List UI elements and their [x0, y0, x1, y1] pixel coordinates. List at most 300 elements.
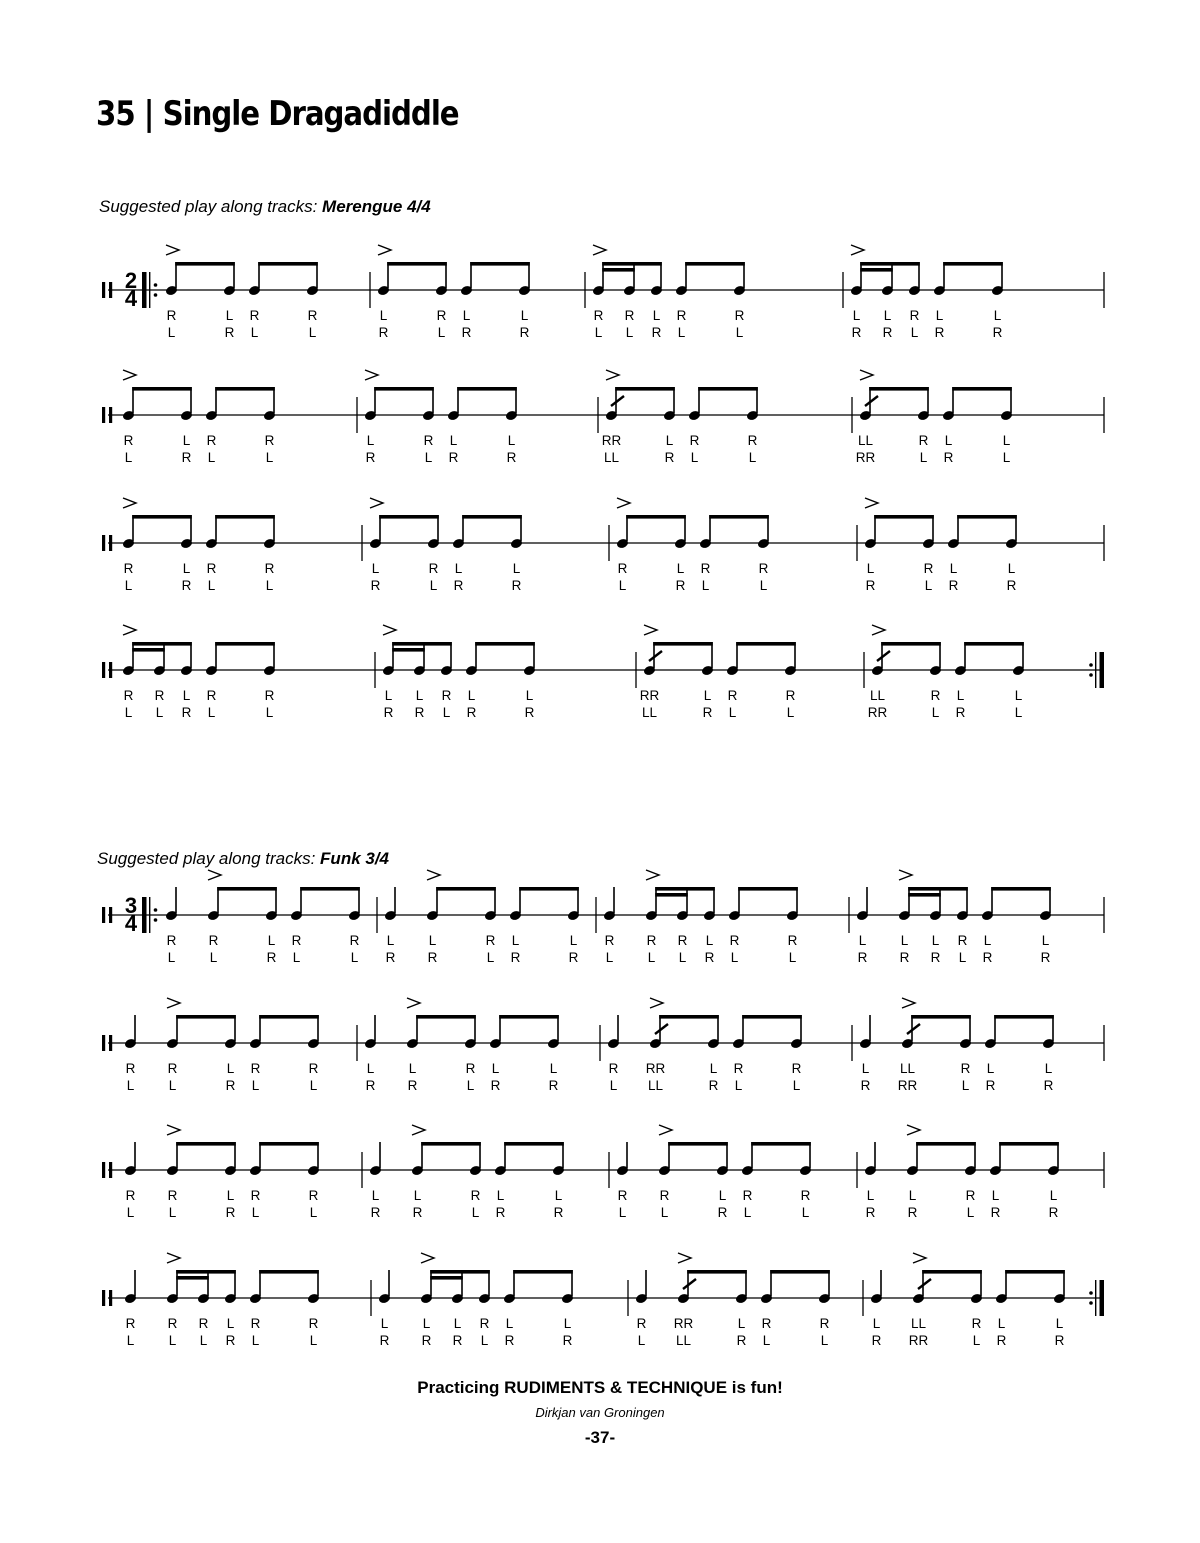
sticking-label-top: L [569, 933, 578, 948]
beat-group [868, 625, 942, 720]
repeat-start-barline [149, 897, 150, 933]
sticking-label-bottom: L [486, 950, 495, 965]
sticking-label-top: L [462, 308, 471, 323]
beat-group [460, 262, 531, 340]
sticking-label-top: L [705, 933, 714, 948]
beat-group [122, 498, 193, 593]
sticking-label-bottom: L [424, 450, 433, 465]
staff-row [102, 870, 1104, 965]
sticking-label-bottom: L [618, 578, 627, 593]
sticking-label-bottom: L [124, 578, 133, 593]
sticking-label-top: R [154, 688, 165, 703]
sticking-label-top: L [467, 688, 476, 703]
sticking-label-bottom: R [717, 1205, 728, 1220]
eighth-beam [1005, 1270, 1065, 1274]
beat-group [688, 387, 759, 465]
eighth-beam [668, 1142, 728, 1146]
sticking-label-bottom: R [510, 950, 521, 965]
accent-mark [123, 370, 136, 380]
sticking-label-top: L [986, 1061, 995, 1076]
sticking-label-bottom: L [308, 325, 317, 340]
percussion-clef [109, 1162, 112, 1178]
beat-group [602, 370, 676, 465]
sticking-label-bottom: L [609, 1078, 618, 1093]
staff-row [102, 1125, 1104, 1220]
eighth-beam [436, 887, 496, 891]
sticking-label-top: R [465, 1061, 476, 1076]
sticking-label-top: R [166, 308, 177, 323]
sticking-label-top: R [733, 1061, 744, 1076]
eighth-beam [176, 1142, 236, 1146]
eighth-beam [421, 1142, 481, 1146]
accent-mark [407, 998, 420, 1008]
eighth-beam [687, 1270, 747, 1274]
beat-group [406, 998, 477, 1093]
eighth-beam [874, 515, 934, 519]
sticking-label-bottom: L [966, 1205, 975, 1220]
sticking-label-bottom: R [1043, 1078, 1054, 1093]
sticking-label-bottom: L [251, 1205, 260, 1220]
sticking-label-top: R [677, 933, 688, 948]
sticking-label-top: R [250, 1061, 261, 1076]
staff-row [102, 498, 1104, 593]
measure [377, 870, 580, 965]
sticking-label-top: R [742, 1188, 753, 1203]
sticking-label-top: L [665, 433, 674, 448]
sticking-label-bottom: R [708, 1078, 719, 1093]
sticking-label-top: L [549, 1061, 558, 1076]
beat-group [658, 1125, 729, 1220]
beat-group [981, 887, 1052, 965]
sticking-label-bottom: R [943, 450, 954, 465]
sticking-label-bottom: L [168, 1205, 177, 1220]
sticking-label-top: L [956, 688, 965, 703]
sticking-label-bottom: R [860, 1078, 871, 1093]
sticking-label-bottom: R [553, 1205, 564, 1220]
accent-mark [865, 498, 878, 508]
beat-group [465, 642, 536, 720]
sticking-label-bottom: R [851, 325, 862, 340]
sticking-label-top: LL [899, 1061, 916, 1076]
beat-group [933, 262, 1004, 340]
sticking-label-bottom: L [701, 578, 710, 593]
eighth-beam [742, 1015, 802, 1019]
time-signature-bottom: 4 [124, 286, 138, 311]
sticking-label-top: L [384, 688, 393, 703]
drag-slash [907, 1024, 920, 1034]
sticking-label-top: L [415, 688, 424, 703]
sticking-label-bottom: L [309, 1078, 318, 1093]
accent-mark [659, 1125, 672, 1135]
eighth-beam [499, 1015, 559, 1019]
repeat-dot [1089, 1291, 1093, 1295]
sticking-label-top: L [1041, 933, 1050, 948]
sticking-label-bottom: L [677, 325, 686, 340]
percussion-clef [109, 662, 112, 678]
eighth-beam [653, 642, 713, 646]
eighth-beam [770, 1270, 830, 1274]
sticking-label-top: R [307, 308, 318, 323]
beat-group [607, 1015, 620, 1093]
sticking-label-top: L [182, 433, 191, 448]
percussion-clef [102, 1035, 105, 1051]
beat-group [124, 1142, 137, 1220]
sticking-label-top: R [485, 933, 496, 948]
sticking-label-bottom: L [250, 325, 259, 340]
eighth-beam [457, 387, 517, 391]
sticking-label-bottom: L [786, 705, 795, 720]
sticking-label-bottom: LL [603, 450, 620, 465]
sticking-label-top: R [264, 688, 275, 703]
sticking-label-bottom: L [350, 950, 359, 965]
eighth-beam [259, 1270, 319, 1274]
beat-group [382, 625, 453, 720]
measure [165, 245, 319, 340]
repeat-dot [154, 908, 158, 912]
repeat-dot [154, 293, 158, 297]
sticking-label-top: R [436, 308, 447, 323]
sixteenth-beam [132, 648, 165, 652]
beat-group [369, 498, 440, 593]
sticking-label-bottom: L [678, 950, 687, 965]
sticking-label-top: L [997, 1316, 1006, 1331]
sticking-label-bottom: R [414, 705, 425, 720]
sticking-label-top: R [617, 561, 628, 576]
eighth-beam [999, 1142, 1059, 1146]
accent-mark [166, 245, 179, 255]
beat-group [616, 498, 687, 593]
measure [863, 1253, 1066, 1348]
sticking-label-top: R [441, 688, 452, 703]
beat-group [906, 1125, 977, 1220]
sticking-label-bottom: LL [647, 1078, 664, 1093]
sticking-label-top: R [423, 433, 434, 448]
sticking-label-bottom: L [167, 950, 176, 965]
sticking-label-bottom: L [919, 450, 928, 465]
sticking-label-top: LL [857, 433, 874, 448]
sticking-label-bottom: RR [908, 1333, 929, 1348]
measure [124, 1253, 320, 1348]
repeat-dot [1089, 673, 1093, 677]
measure [122, 370, 276, 465]
beat-group [859, 1015, 872, 1093]
accent-mark [378, 245, 391, 255]
accent-mark [899, 870, 912, 880]
sticking-label-bottom: L [168, 1333, 177, 1348]
measure [357, 370, 518, 465]
sticking-label-top: R [636, 1316, 647, 1331]
sticking-label-bottom: R [370, 578, 381, 593]
sixteenth-beam [908, 893, 941, 897]
sticking-label-bottom: L [265, 705, 274, 720]
measure [598, 370, 759, 465]
time-signature-top: 2 [124, 268, 138, 293]
sticking-label-top: L [267, 933, 276, 948]
accent-mark [851, 245, 864, 255]
eighth-beam [736, 642, 796, 646]
sticking-label-top: R [123, 433, 134, 448]
sticking-label-top: R [123, 688, 134, 703]
sticking-label-bottom: L [442, 705, 451, 720]
play-along-prefix: Suggested play along tracks: [97, 849, 316, 868]
eighth-beam [685, 262, 745, 266]
eighth-beam [215, 515, 275, 519]
sticking-label-top: R [960, 1061, 971, 1076]
sticking-label-top: L [511, 933, 520, 948]
measure [357, 998, 560, 1093]
sticking-label-bottom: L [961, 1078, 970, 1093]
sticking-label-bottom: L [265, 578, 274, 593]
beat-group [509, 887, 580, 965]
sticking-label-bottom: L [124, 450, 133, 465]
sticking-label-top: L [371, 561, 380, 576]
beat-group [494, 1142, 565, 1220]
sticking-label-top: R [125, 1061, 136, 1076]
beat-group [728, 887, 799, 965]
sticking-label-top: L [505, 1316, 514, 1331]
eighth-beam [626, 515, 686, 519]
sticking-label-bottom: R [452, 1333, 463, 1348]
eighth-beam [964, 642, 1024, 646]
sticking-label-bottom: L [471, 1205, 480, 1220]
sticking-label-bottom: R [448, 450, 459, 465]
sticking-label-top: R [700, 561, 711, 576]
eighth-beam [175, 262, 235, 266]
beat-group [984, 1015, 1055, 1093]
measure [165, 870, 361, 965]
sticking-label-bottom: L [124, 705, 133, 720]
sticking-label-top: R [729, 933, 740, 948]
drag-slash [683, 1279, 696, 1289]
measure [843, 245, 1004, 340]
accent-mark [370, 498, 383, 508]
accent-mark [421, 1253, 434, 1263]
sticking-label-top: R [787, 933, 798, 948]
sticking-label-bottom: L [207, 578, 216, 593]
eighth-beam [132, 515, 192, 519]
accent-mark [167, 1125, 180, 1135]
sticking-label-top: R [291, 933, 302, 948]
beat-group [674, 1253, 748, 1348]
sticking-label-top: RR [673, 1316, 694, 1331]
sticking-label-top: R [167, 1061, 178, 1076]
beat-group [635, 1270, 648, 1348]
sticking-label-bottom: R [453, 578, 464, 593]
sticking-label-bottom: L [788, 950, 797, 965]
sticking-label-bottom: L [730, 950, 739, 965]
sticking-label-bottom: L [910, 325, 919, 340]
eighth-beam [416, 1015, 476, 1019]
beat-group [592, 245, 663, 340]
sticking-label-bottom: R [948, 578, 959, 593]
beat-group [205, 387, 276, 465]
repeat-end-barline [1100, 1280, 1105, 1316]
sticking-label-top: R [470, 1188, 481, 1203]
sticking-label-bottom: R [511, 578, 522, 593]
sticking-label-bottom: R [504, 1333, 515, 1348]
measure [864, 625, 1025, 720]
sticking-label-top: R [689, 433, 700, 448]
sticking-label-top: L [182, 561, 191, 576]
accent-mark [167, 1253, 180, 1263]
sticking-label-top: L [422, 1316, 431, 1331]
sticking-label-top: RR [639, 688, 660, 703]
beat-group [411, 1125, 482, 1220]
percussion-clef [102, 535, 105, 551]
sticking-label-top: L [449, 433, 458, 448]
measure [849, 870, 1052, 965]
sticking-label-bottom: L [251, 1333, 260, 1348]
sticking-label-bottom: R [524, 705, 535, 720]
sticking-label-bottom: R [365, 450, 376, 465]
sticking-label-bottom: R [736, 1333, 747, 1348]
sticking-label-bottom: R [985, 1078, 996, 1093]
sticking-label-top: L [872, 1316, 881, 1331]
beat-group [447, 387, 518, 465]
sticking-label-top: R [264, 433, 275, 448]
sticking-label-top: R [747, 433, 758, 448]
sticking-label-bottom: L [126, 1205, 135, 1220]
sixteenth-beam [430, 1276, 463, 1280]
sticking-label-bottom: R [664, 450, 675, 465]
percussion-clef [102, 1290, 105, 1306]
sticking-label-bottom: L [924, 578, 933, 593]
staff-row [102, 245, 1104, 340]
eighth-beam [504, 1142, 564, 1146]
eighth-beam [300, 887, 360, 891]
sticking-label-bottom: R [1054, 1333, 1065, 1348]
beat-group [165, 887, 178, 965]
beat-group [870, 1270, 883, 1348]
sticking-label-top: R [923, 561, 934, 576]
eighth-beam [475, 642, 535, 646]
sticking-label-top: L [371, 1188, 380, 1203]
sticking-label-top: R [957, 933, 968, 948]
beat-group [646, 998, 720, 1093]
eighth-beam [698, 387, 758, 391]
sticking-label-top: LL [910, 1316, 927, 1331]
beat-group [378, 1270, 391, 1348]
eighth-beam [952, 387, 1012, 391]
measure [596, 870, 799, 965]
drag-slash [649, 651, 662, 661]
sticking-label-bottom: R [225, 1078, 236, 1093]
sticking-label-top: R [167, 1188, 178, 1203]
eighth-beam [615, 387, 675, 391]
sticking-label-top: R [930, 688, 941, 703]
eighth-beam [602, 262, 662, 266]
eighth-beam [258, 262, 318, 266]
sticking-label-top: R [349, 933, 360, 948]
beat-group [864, 498, 935, 593]
measure [852, 370, 1013, 465]
repeat-dot [154, 918, 158, 922]
play-along-track-name: Merengue 4/4 [322, 197, 431, 216]
accent-mark [123, 625, 136, 635]
sticking-label-top: R [785, 688, 796, 703]
eighth-beam [217, 887, 277, 891]
sticking-label-top: L [226, 1316, 235, 1331]
beat-group [452, 515, 523, 593]
beat-group [675, 262, 746, 340]
measure [362, 1125, 565, 1220]
sticking-label-top: R [308, 1316, 319, 1331]
sticking-label-bottom: R [461, 325, 472, 340]
sixteenth-beam [655, 893, 688, 897]
beat-group [124, 1015, 137, 1093]
sticking-label-bottom: L [126, 1333, 135, 1348]
sticking-label-bottom: R [1040, 950, 1051, 965]
percussion-clef [109, 535, 112, 551]
sticking-label-bottom: L [437, 325, 446, 340]
sticking-label-top: L [428, 933, 437, 948]
eighth-beam [943, 262, 1003, 266]
sticking-label-bottom: R [982, 950, 993, 965]
sticking-label-top: L [386, 933, 395, 948]
accent-mark [383, 625, 396, 635]
beat-group [489, 1015, 560, 1093]
percussion-clef [102, 407, 105, 423]
sticking-label-bottom: R [568, 950, 579, 965]
accent-mark [427, 870, 440, 880]
measure [585, 245, 746, 340]
beat-group [205, 642, 276, 720]
sticking-label-top: L [226, 1061, 235, 1076]
accent-mark [617, 498, 630, 508]
repeat-start-barline [142, 272, 147, 308]
beat-group [850, 245, 921, 340]
eighth-beam [392, 642, 452, 646]
sticking-label-bottom: R [412, 1205, 423, 1220]
sticking-label-top: R [676, 308, 687, 323]
sticking-label-top: R [206, 688, 217, 703]
sticking-label-bottom: L [251, 1078, 260, 1093]
eighth-beam [259, 1142, 319, 1146]
staff-row [102, 998, 1104, 1093]
sixteenth-beam [860, 268, 893, 272]
sticking-label-top: R [734, 308, 745, 323]
sticking-label-bottom: R [181, 450, 192, 465]
drag-slash [865, 396, 878, 406]
accent-mark [872, 625, 885, 635]
sticking-label-top: L [900, 933, 909, 948]
beat-group [205, 515, 276, 593]
eighth-beam [176, 1270, 236, 1274]
sticking-label-bottom: R [651, 325, 662, 340]
measure [857, 1125, 1060, 1220]
sticking-label-top: L [525, 688, 534, 703]
percussion-clef [102, 282, 105, 298]
accent-mark [650, 998, 663, 1008]
beat-group [248, 262, 319, 340]
beat-group [166, 1253, 237, 1348]
sticking-label-bottom: L [199, 1333, 208, 1348]
sticking-label-bottom: L [309, 1205, 318, 1220]
sticking-label-top: L [1014, 688, 1023, 703]
sticking-label-top: L [408, 1061, 417, 1076]
sticking-label-bottom: R [379, 1333, 390, 1348]
sticking-label-top: L [866, 561, 875, 576]
sticking-label-bottom: R [907, 1205, 918, 1220]
measure [628, 1253, 831, 1348]
eighth-beam [132, 642, 192, 646]
eighth-beam [881, 642, 941, 646]
beat-group [249, 1142, 320, 1220]
sticking-label-bottom: L [594, 325, 603, 340]
sticking-label-bottom: R [675, 578, 686, 593]
eighth-beam [176, 1015, 236, 1019]
sticking-label-bottom: R [996, 1333, 1007, 1348]
